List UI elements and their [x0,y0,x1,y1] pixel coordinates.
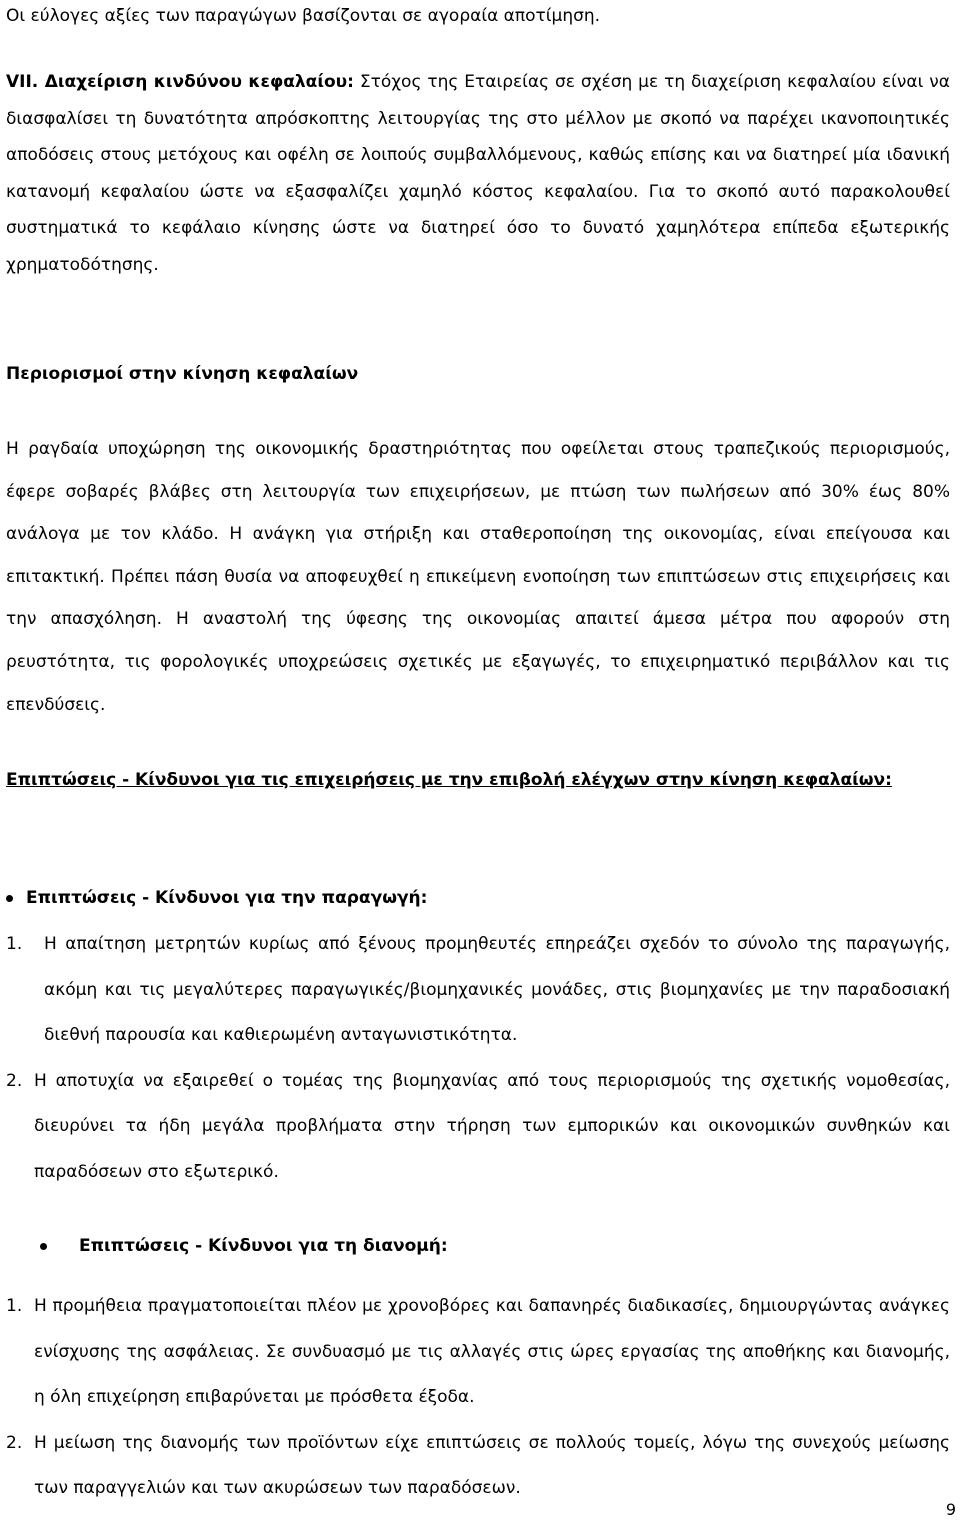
distribution-list [6,1284,950,1512]
list-item [6,1284,950,1421]
list-item [6,922,950,1059]
distribution-bullet [40,1232,448,1260]
list-item [6,1059,950,1196]
production-list [6,922,950,1195]
page-number: 9 [945,1500,956,1519]
list-item-text: Η προμήθεια πραγματοποιείται πλέον με χρονοβόρες και δαπανηρές διαδικασίες, δημιουργώντας ανάγκες ενίσχυσης της ασφάλειας. Σε συνδυασμό με τις αλλαγές στις ώρες εργασίας της αποθήκης και διανομής, η όλη επιχείρηση επιβαρύνεται με πρόσθετα έξοδα. [34,1296,950,1407]
section-vii-text: Στόχος της Εταιρείας σε σχέση με τη διαχείριση κεφαλαίου είναι να διασφαλίσει τη δυνατότητα απρόσκοπτης λειτουργίας της στο μέλλον με σκοπό να παρέχει ικανοποιητικές αποδόσεις στους μετόχους και οφέλη σε λοιπούς συμβαλλόμενους, καθώς επίσης και να διατηρεί μία ιδανική κατανομή κεφαλαίου ώστε να εξασφαλίζει χαμηλό κόστος κεφαλαίου. Για το σκοπό αυτό παρακολουθεί συστηματικά το κεφάλαιο κίνησης ώστε να διατηρεί όσο το δυνατό χαμηλότερα επίπεδα εξωτερικής χρηματοδότησης. [6,72,950,275]
section-vii-paragraph [6,64,950,283]
list-item-number: 2. [6,1432,23,1453]
list-item-number: 1. [6,934,23,954]
list-item [6,1421,950,1512]
production-heading: Επιπτώσεις - Κίνδυνοι για την παραγωγή: [26,888,428,908]
bullet-dot-icon [40,1243,47,1250]
restrictions-heading: Περιορισμοί στην κίνηση κεφαλαίων [6,364,359,384]
list-item-text: Η μείωση της διανομής των προϊόντων είχε επιπτώσεις σε πολλούς τομείς, λόγω της συνεχούς μείωσης των παραγγελιών και των ακυρώσεων των παραδόσεων. [34,1432,950,1498]
bullet-dot-icon [6,895,13,902]
restrictions-paragraph: Η ραγδαία υποχώρηση της οικονομικής δραστηριότητας που οφείλεται στους τραπεζικούς περιορισμούς, έφερε σοβαρές βλάβες στη λειτουργία των επιχειρήσεων, με πτώση των πωλήσεων από 30% έως 80% ανάλογα με τον κλάδο. Η ανάγκη για στήριξη και σταθεροποίηση της οικονομίας, είναι επείγουσα και επιτακτική. Πρέπει πάση θυσία να αποφευχθεί η επικείμενη ενοποίηση των επιπτώσεων στις επιχειρήσεις και την απασχόληση. Η αναστολή της ύφεσης της οικονομίας απαιτεί άμεσα μέτρα που αφορούν στη ρευστότητα, τις φορολογικές υποχρεώσεις σχετικές με εξαγωγές, το επιχειρηματικό περιβάλλον και τις επενδύσεις. [6,439,950,715]
list-item-number: 1. [6,1296,23,1316]
section-vii-heading: VII. Διαχείριση κινδύνου κεφαλαίου: [6,72,354,92]
intro-line: Οι εύλογες αξίες των παραγώγων βασίζονται σε αγοραία αποτίμηση. [6,6,601,26]
impacts-heading: Επιπτώσεις - Κίνδυνοι για τις επιχειρήσεις με την επιβολή ελέγχων στην κίνηση κεφαλαίων: [6,770,892,790]
list-item-text: Η αποτυχία να εξαιρεθεί ο τομέας της βιομηχανίας από τους περιορισμούς της σχετικής νομοθεσίας, διευρύνει τα ήδη μεγάλα προβλήματα στην τήρηση των εμπορικών και οικονομικών συνθηκών και παραδόσεων στο εξωτερικό. [34,1070,950,1182]
production-bullet [6,884,427,912]
list-item-text: Η απαίτηση μετρητών κυρίως από ξένους προμηθευτές επηρεάζει σχεδόν το σύνολο της παραγωγής, ακόμη και τις μεγαλύτερες παραγωγικές/βιομηχανικές μονάδες, στις βιομηχανίες με την παραδοσιακή διεθνή παρουσία και καθιερωμένη ανταγωνιστικότητα. [44,934,950,1045]
distribution-heading: Επιπτώσεις - Κίνδυνοι για τη διανομή: [79,1236,448,1256]
list-item-number: 2. [6,1070,23,1091]
